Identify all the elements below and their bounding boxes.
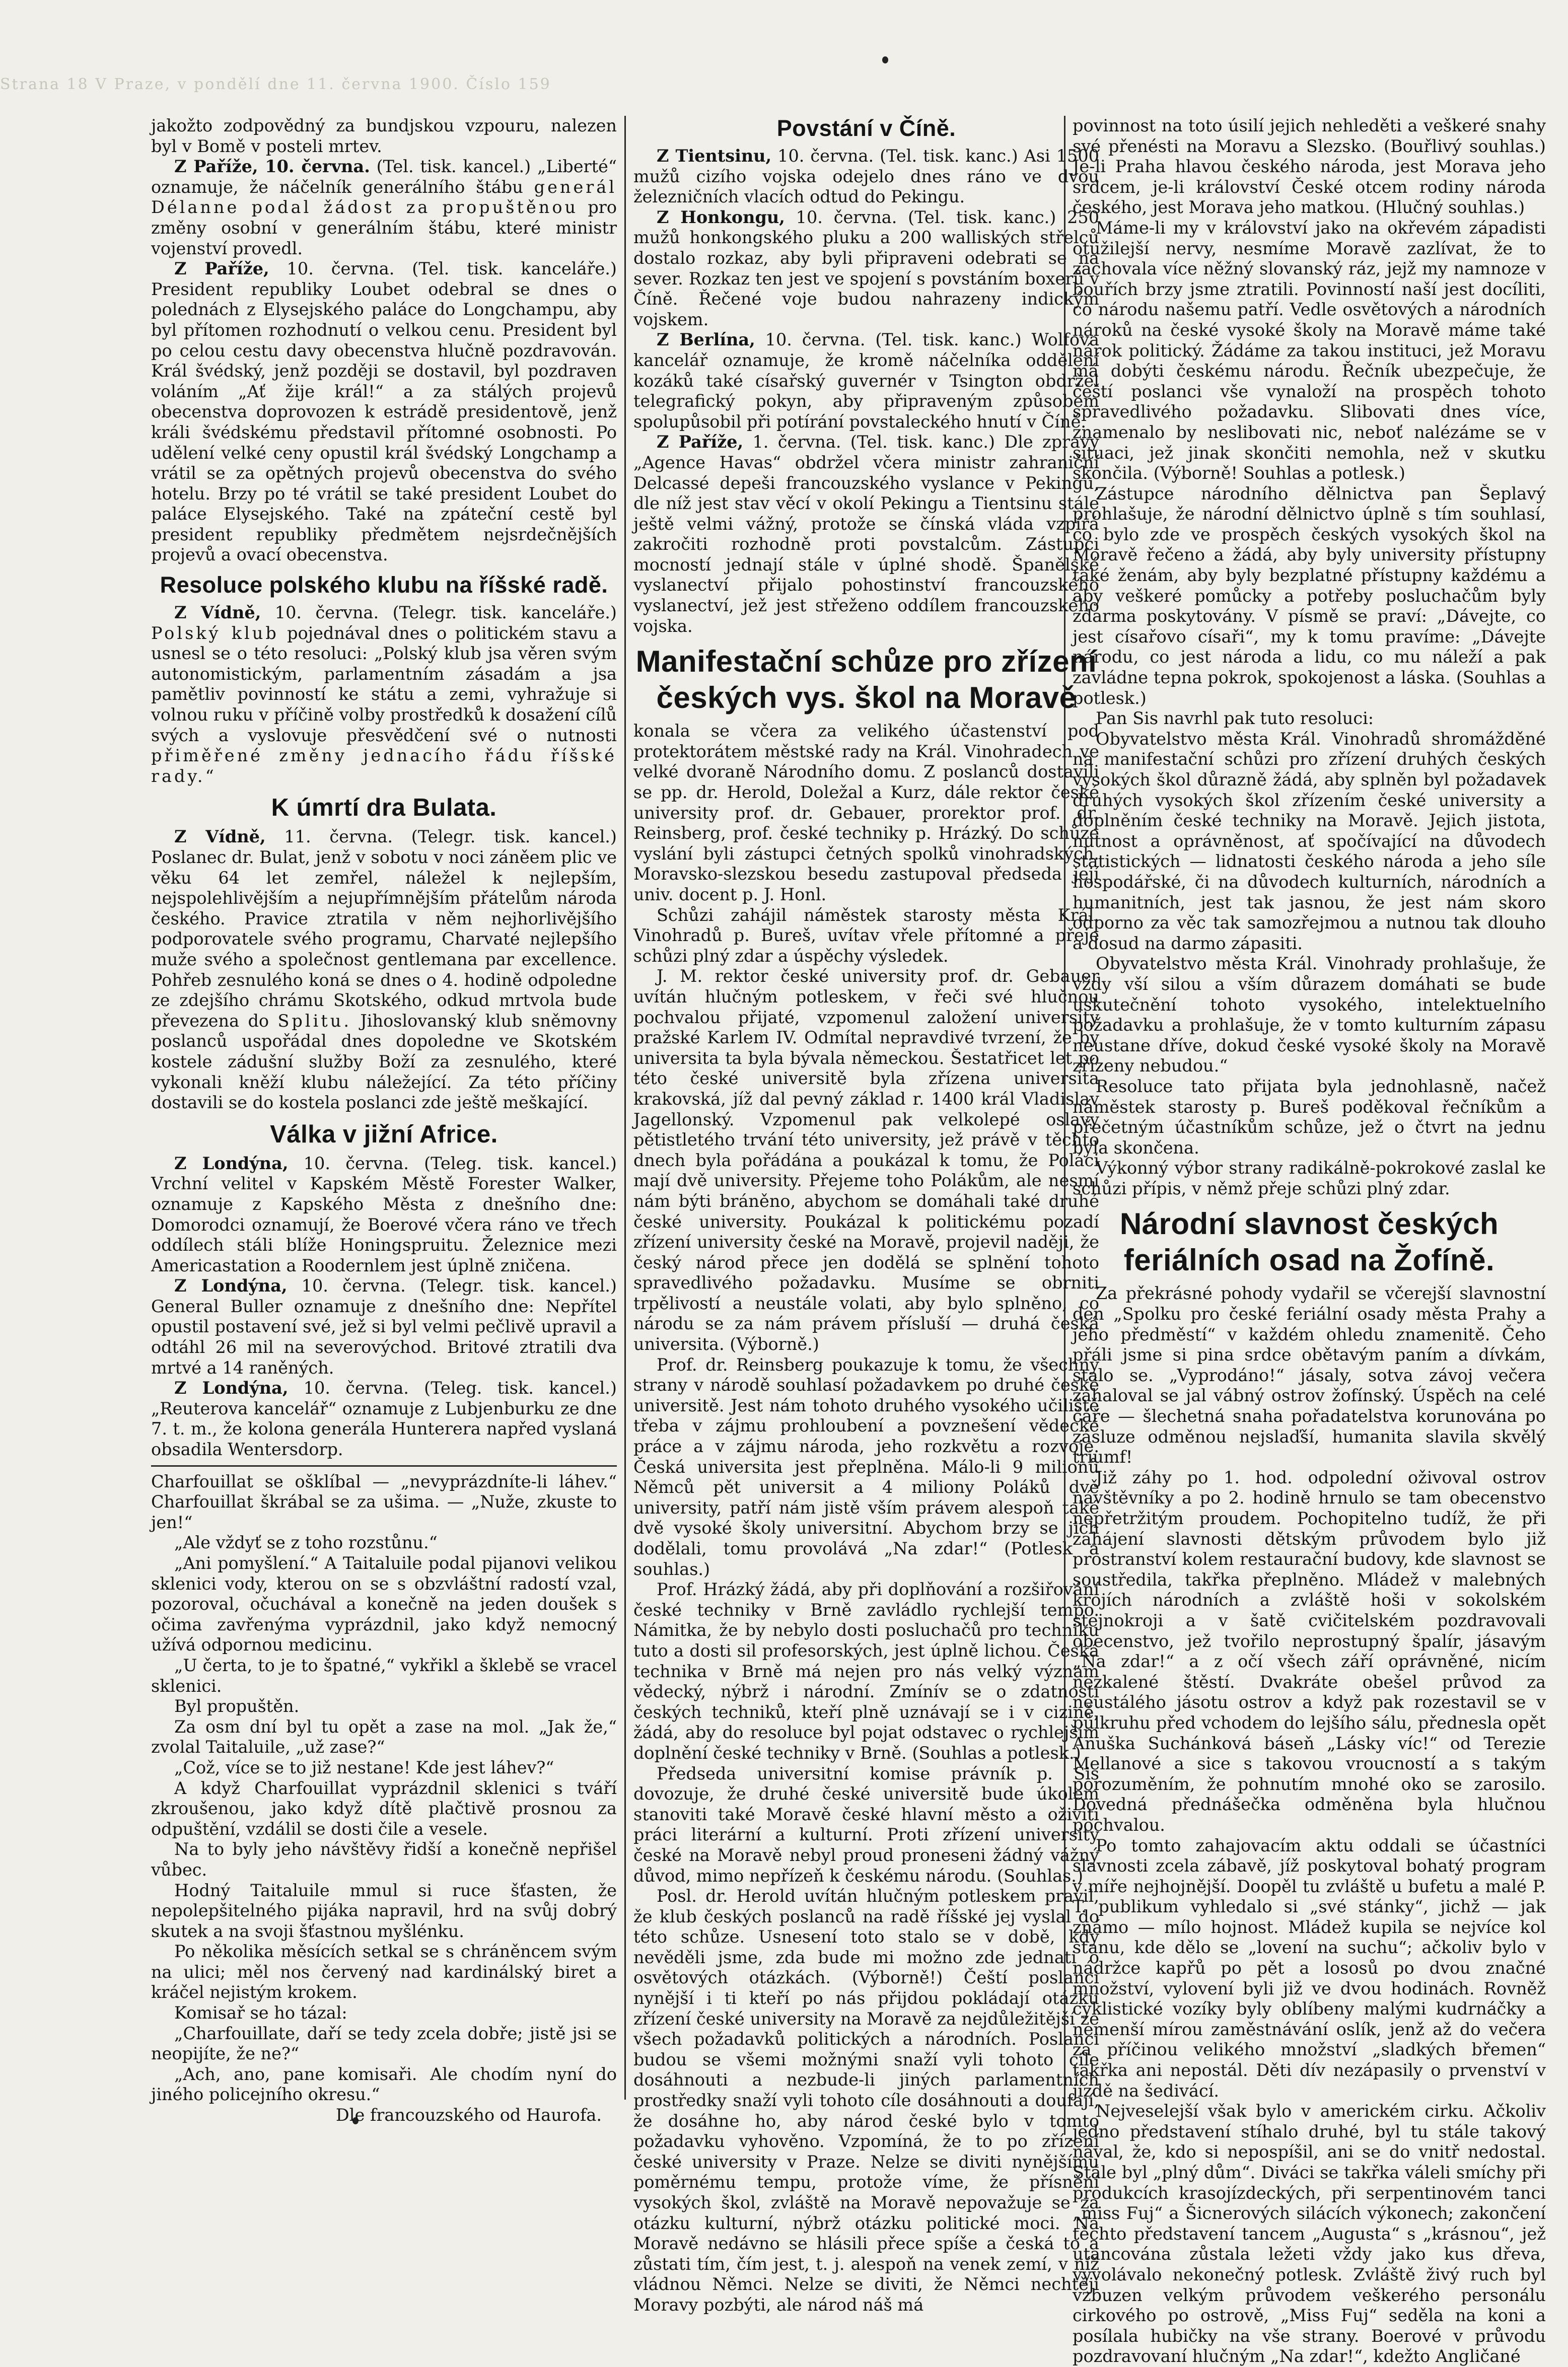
- news-item-tientsin: [633, 146, 1099, 207]
- spaced-text: generál Délanne podal žádost za propuštěnou: [151, 177, 617, 218]
- news-item-vienna-1: [151, 603, 617, 786]
- resolution-text: Obyvatelstvo města Král. Vinohradů shromážděné na manifestační schůzi pro zřízení druhých českých vysokých škol důrazně žádá, aby splněn byl požadavek druhých vysokých škol zřízením české university a doplněním české techniky na Moravě. Jejich jistota, nutnost a oprávněnost, ať spočívající na důvodech statistických — lidnatosti českého národa a jeho síle hospodářské, či na důvodech kulturních, národních a humanitních, jest tak jasnou, že jest nám skoro odporno za věc tak samozřejmou a nutnou tak dlouho a dosud na darmo zápasiti.: [1073, 729, 1546, 953]
- feuilleton-text: A když Charfouillat vyprázdnil sklenici s tváří zkroušenou, jako když dítě plačtivě prosnou za odpuštění, vzdálil se dosti čile a vesele.: [151, 1778, 617, 1839]
- article-text: (Tel. tisk. kancel.) „Liberté“ oznamuje, že náčelník generálního štábu: [151, 157, 617, 197]
- article-text: povinnost na toto úsilí jejich nehleděti a veškeré snahy své přenésti na Moravu a Slezsko. (Bouřlivý souhlas.) Je-li Praha hlavou českého národa, jest Morava jeho srdcem, je-li království České otcem rodiny národa českého, jest Morava jeho matkou. (Hlučný souhlas.): [1073, 116, 1546, 218]
- article-text: Zástupce národního dělnictva pan Šeplavý prohlašuje, že národní dělnictvo úplně s tím souhlasí, co bylo zde ve prospěch českých vysokých škol na Moravě řečeno a žádá, aby byly university přístupny také ženám, aby byly bezplatné přístupny každému a aby veškeré pomůcky a potřeby posluchačům byly zdarma poskytovány. V písmě se praví: „Dávejte, co jest císařovo císaři“, my k tomu pravíme: „Dávejte národu, co jest národa a lidu, co mu náleží a pak zavládne tepna pokrok, spokojenost a láska. (Souhlas a potlesk.): [1073, 483, 1546, 708]
- feuilleton-text: Po několika měsících setkal se s chráněncem svým na ulici; měl nos červený nad kardinálský biret a kráčel nejistým krokem.: [151, 1942, 617, 2002]
- article-text: pro změny osobní v generálním štábu, které ministr vojenství provedl.: [151, 197, 617, 258]
- article-text: 10. června. (Tel. tisk. kanceláře.) President republiky Loubet odebral se dnes o polednách z Elysejského paláce do Longchampu, aby byl přítomen rozhodnutí o velkou cenu. President byl po celou cestu davy obecenstva hlučně pozdravován. Král švédský, jenž později se dostavil, byl pozdraven voláním „Ať žije král!“ a za stálých projevů obecenstva doprovozen k estrádě presidentově, jenž králi švédskému představil přítomné osobnosti. Po udělení velké ceny opustil král švédský Longchamp a vrátil se za opětných projevů obecenstva do svého hotelu. Brzy po té vrátil se také president Loubet do paláce Elysejského. Také na zpáteční cestě byl president republiky předmětem nejsrdečnějších projevů a ovací obecenstva.: [151, 259, 617, 565]
- article-text: jakožto zodpovědný za bundjskou vzpouru, nalezen byl v Bomě v posteli mrtev.: [151, 116, 617, 156]
- bleed-through-header: Strana 18 V Praze, v pondělí dne 11. června 1900. Číslo 159: [0, 76, 551, 93]
- article-text: Máme-li my v království jako na okřevém západisti otužilejší nervy, nesmíme Moravě zazlívat, že to zachovala více něžný slovanský ráz, jejž my namnoze v bouřích brzy jsme ztratili. Povinností naší jest docíliti, co národu našemu patří. Vedle osvětových a národních nároků na české vysoké školy na Moravě máme také nárok politický. Žádáme za takou instituci, jež Moravu má dobýti českému národu. Řečník ubezpečuje, že čeští poslanci vše vynaloží na prospěch tohoto spravedlivého požadavku. Slibovati dnes více, znamenalo by neslibovati nic, neboť nalézáme se v situaci, jež jinak skončiti nemohla, než v skutku skončila. (Výborně! Souhlas a potlesk.): [1073, 218, 1546, 483]
- news-item-paris-1: [151, 157, 617, 259]
- column-rule-left: [624, 116, 626, 2100]
- article-text: Prof. Hrázký žádá, aby při doplňování a rozšiřování české techniky v Brně zavládlo rychlejší tempo. Námitka, že by nebylo dosti posluchačů pro techniku tuto a dosti sil profesorských, jest úplně lichou. Česká technika v Brně má nejen pro nás velký význam vědecký, nýbrž i národní. Zmínív se o zdatnosti českých techniků, kteří plně uznávají se i v cizině, žádá, aby do resoluce byl pojat odstavec o rychlejším doplnění české techniky v Brně. (Souhlas a potlesk.): [633, 1580, 1099, 1763]
- dateline: Z Paříže,: [174, 259, 269, 279]
- article-text: pojednával dnes o politickém stavu a usnesl se o této resoluci: „Polský klub jsa věren svým autonomistickým, parlamentním zásadám a jsa pamětliv povinností ke státu a zemi, vyhražuje si volnou ruku v příčině volby prostředků k dosažení cílů svých a vyslovuje přesvědčení své o nutnosti: [151, 623, 617, 745]
- article-text: Jihoslovanský klub sněmovny poslanců uspořádal dnes dopoledne ve Skotském kostele zádušní služby Boží za zesnulého, které vykonali kněží klubu náležející. Za této příčiny dostavili se do kostela poslanci zde ještě meškající.: [151, 1011, 617, 1113]
- dateline: Z Paříže,: [657, 432, 744, 452]
- dateline: Z Paříže, 10. června.: [174, 157, 370, 177]
- article-text: 10. června. (Telegr. tisk. kancel.) General Buller oznamuje z dnešního dne: Nepřítel opustil postavení své, jež si byl velmi pečlivě upravil a odtáhl 26 mil na severovýchod. Britové ztratili dva mrtvé a 14 raněných.: [151, 1276, 617, 1378]
- article-text: Pan Sis navrhl pak tuto resoluci:: [1096, 708, 1374, 729]
- feuilleton-rule: [151, 1465, 617, 1467]
- dateline: Z Honkongu,: [657, 207, 785, 227]
- feuilleton-text: Byl propuštěn.: [174, 1696, 300, 1716]
- spaced-text: Polský klub: [151, 623, 279, 643]
- headline-south-africa: Válka v jižní Africe.: [270, 1120, 498, 1148]
- feuilleton-text: Komisař se ho tázal:: [174, 2003, 347, 2023]
- feuilleton-signature: Dle francouzského od Haurofa.: [335, 2105, 602, 2125]
- article-text: 10. června. (Teleg. tisk. kancel.) „Reuterova kancelář“ oznamuje z Lubjenburku ze dne 7. t. m., že kolona generála Hunterera napřed vyslaná obsadila Wentersdorp.: [151, 1378, 617, 1460]
- column-3: [1073, 116, 1546, 2366]
- feuilleton-text: Za osm dní byl tu opět a zase na mol. „Jak že,“ zvolal Taitaluile, „už zase?“: [151, 1716, 617, 1757]
- headline-polish-club: Resoluce polského klubu na říšské radě.: [160, 572, 608, 598]
- news-item-hongkong: [633, 207, 1099, 330]
- dateline: Z Londýna,: [174, 1276, 288, 1296]
- column-1: [151, 116, 617, 2180]
- article-text: 10. června. (Tel. tisk. kanc.) Wolfova kancelář oznamuje, že kromě náčelníka oddělení kozáků také císařský guvernér v Tsington obdržel telegrafický pokyn, aby připraveným způsobem spolupůsobil při potírání povstaleckého hnutí v Číně.: [633, 330, 1100, 432]
- article-text: Resoluce tato přijata byla jednohlasně, načež náměstek starosty p. Bureš poděkoval řečníkům a přečetným účastníkům schůze, jež o čtvrt na jednu byla skončena.: [1073, 1076, 1546, 1158]
- print-dot-top: [882, 56, 888, 63]
- article-text: Prof. dr. Reinsberg poukazuje k tomu, že všechny strany v národě souhlasí požadavkem po druhé české universitě. Jest nám tohoto druhého vysokého učiliště třeba v zájmu prohloubení a povznešení vědecké práce a v zájmu národa, jeho rozkvětu a rozvoje. Česká universita jest přeplněna. Málo-li 9 milionů Němců pět universit a 4 miliony Poláků dvě university, patří nám jistě vším právem alespoň také dvě vysoké školy universitní. Abychom brzy se jich dodělali, tomu provolává „Na zdar!“ (Potlesk a souhlas.): [633, 1354, 1099, 1579]
- feuilleton-text: „Ani pomyšlení.“ A Taitaluile podal pijanovi velikou sklenici vody, kterou on se s obzvláštní radostí vzal, pozoroval, očuchával a konečně na jeden doušek s očima zavřenýma vyprázdnil, jako když nemocný užívá odpornou medicinu.: [151, 1553, 617, 1655]
- feuilleton-text: „U čerta, to je to špatné,“ vykřikl a šklebě se vracel sklenici.: [151, 1655, 617, 1696]
- news-item-london-3: [151, 1378, 617, 1460]
- headline-china: Povstání v Číně.: [776, 115, 956, 141]
- spaced-text: Splitu.: [277, 1011, 351, 1031]
- feuilleton-text: Na to byly jeho návštěvy řidší a konečně nepřišel vůbec.: [151, 1839, 617, 1880]
- article-text: Nejveselejší však bylo v americkém cirku. Ačkoliv jedno představení stíhalo druhé, byl tu stále takový nával, že, kdo si nepospíšil, ani se do vnitř nedostal. Stále byl „plný dům“. Diváci se takřka váleli smíchy při produkcích krasojízdeckých, při serpentinovém tanci „miss Fuj“ a Šicnerových silácích výkonech; zakončení těchto představení tancem „Augusta“ s „krásnou“, jež utancována zůstala ležeti vždy jako kus dřeva, vyvolávalo nekonečný potlesk. Zvláště živý ruch byl vzbuzen velkým průvodem veškerého personálu cirkového po ostrově, „Miss Fuj“ seděla na koni a posílala hubičky na vše strany. Boerové v průvodu pozdravovaní hlučným „Na zdar!“, kdežto Angličané: [1073, 2101, 1546, 2366]
- headline-national-celebration: Národní slavnost českých feriálních osad na Žofíně.: [1119, 1207, 1499, 1277]
- headline-manifestation: Manifestační schůze pro zřízení českých vys. škol na Moravě: [635, 644, 1097, 715]
- article-text: Předseda universitní komise právník p. Sis dovozuje, že druhé české universitě bude úkolem stanoviti také Moravě české hlavní město a oživiti práci literární a kulturní. Proti zřízení university české na Moravě nebyl proud proneseni žádný vážný důvod, mimo nepřízeň k českému národu. (Souhlas.): [633, 1763, 1099, 1886]
- article-text: Po tomto zahajovacím aktu oddali se účastníci slavnosti zcela zábavě, jíž poskytoval bohatý program v míře nejhojnější. Doopěl tu zvláště u bufetu a malé P. T. publikum vyhledalo si „své stánky“, jichž — jak známo — mílo hojnost. Mládež kupila se nejvíce kol stanu, kde dělo se „lovení na suchu“; ačkoliv bylo v nádržce kapřů po pět a lososů po dvou značné množství, vylovení byli již ve dvou hodinách. Rovněž cyklistické vozíky byly oblíbeny malými kudrnáčky a nemenší mírou zaměstnávání oslík, jenž až do večera za příčinou velikého množství „sladkých břemen“ takřka ani nepostál. Děti dív nezápasily o prvenství v jízdě na šedivácí.: [1073, 1835, 1546, 2101]
- dateline: Z Vídně,: [174, 603, 261, 623]
- news-item-london-1: [151, 1154, 617, 1276]
- dateline: Z Berlína,: [657, 330, 755, 350]
- article-text: 1. června. (Tel. tisk. kanc.) Dle zprávy „Agence Havas“ obdržel včera ministr zahraniční Delcassé depeši francouzského vyslance v Pekingu, dle níž jest stav věcí v okolí Pekingu a Tientsinu stále ještě velmi vážný, protože se čínská vláda vzpírá zakročiti rozhodně proti povstalcům. Zástupci mocností jednají stále v úplné shodě. Španělské vyslanectví přijalo pohostinství francouzského vyslanectví, jež jest střeženo oddílem francouzského vojska.: [633, 432, 1099, 636]
- article-text: 10. června. (Telegr. tisk. kanceláře.): [261, 603, 617, 623]
- dateline: Z Vídně,: [174, 827, 266, 847]
- article-text: 10. června. (Teleg. tisk. kancel.) Vrchní velitel v Kapském Městě Forester Walker, oznamuje z Kapského Města z dnešního dne: Domorodci oznamují, že Boerové včera ráno ve třech oddílech stáli blíže Honingspruitu. Železnice mezi Americastation a Roodernlem jest úplně zničena.: [151, 1153, 617, 1275]
- column-2: [633, 115, 1100, 2315]
- news-item-london-2: [151, 1276, 617, 1378]
- news-item-berlin: [633, 330, 1099, 432]
- news-item-paris-2: [151, 259, 617, 565]
- article-text: Schůzi zahájil náměstek starosty města Král. Vinohradů p. Bureš, uvítav vřele přítomné a přeje schůzi plný zdar a úspěchy výsledek.: [633, 905, 1099, 966]
- article-text: 10. června. (Tel. tisk. kanc.) Asi 1500 mužů cizího vojska odejelo dnes ráno ve dvou železničních vlacích odtud do Pekingu.: [633, 146, 1099, 207]
- dateline: Z Tientsinu,: [657, 146, 772, 166]
- feuilleton-text: „Ach, ano, pane komisaři. Ale chodím nyní do jiného policejního okresu.“: [151, 2064, 617, 2105]
- feuilleton-text: „Charfouillate, daří se tedy zcela dobře; jistě jsi se neopijíte, že ne?“: [151, 2023, 617, 2064]
- news-item-paris-3: [633, 432, 1099, 636]
- article-text: 10. června. (Tel. tisk. kanc.) 250 mužů honkongského pluku a 200 walliských střelců dostalo rozkaz, aby byli připraveni odebrati se na sever. Rozkaz ten jest ve spojení s povstáním boxerů v Číně. Řečené voje budou nahrazeny indickým vojskem.: [633, 207, 1100, 329]
- resolution-text: Obyvatelstvo města Král. Vinohrady prohlašuje, že vždy vší silou a vším důrazem domáhati se bude uskutečnění tohoto vysokého, intelektuelního požadavku a prohlašuje, že v tomto kulturním zápasu neustane dříve, dokud české vysoké školy na Moravě zřízeny nebudou.“: [1073, 954, 1546, 1076]
- article-text: J. M. rektor české university prof. dr. Gebauer uvítán hlučným potleskem, v řeči své hlučnou pochvalou přijaté, vzpomenul založení university pražské Karlem IV. Odmítal nepravdivé tvrzení, že by universita ta byla bývala německou. Šestatřicet let po této české universitě byla zřízena universita krakovská, jíž dal pevný základ r. 1400 král Vladislav Jagellonský. Vzpomenul pak velkolepé oslavy pětistletého trvání této university, jež právě v těchto dnech byla pořádána a poukázal k tomu, že Poláci mají dvě university. Přejeme toho Polákům, ale nesmí nám býti bráněno, abychom se domáhali také druhé české university. Poukázal k politickému pozadí zřízení university české na Moravě, projevil naději, že český národ přece jen dodělá se splnění tohoto spravedlivého požadavku. Musíme se obrniti trpělivostí a neustále volati, aby bylo splněno, co národu se za nám právem přísluší — druhá česká universita. (Výborně.): [633, 966, 1099, 1354]
- feuilleton-text: „Což, více se to již nestane! Kde jest láhev?“: [174, 1757, 554, 1777]
- feuilleton-text: „Ale vždyť se z toho rozstůnu.“: [174, 1533, 438, 1553]
- headline-bulat: K úmrtí dra Bulata.: [271, 794, 497, 822]
- dateline: Z Londýna,: [174, 1378, 289, 1398]
- article-text: Výkonný výbor strany radikálně-pokrokové zaslal ke schůzi přípis, v němž přeje schůzi plný zdar.: [1073, 1158, 1546, 1198]
- article-text: Posl. dr. Herold uvítán hlučným potleskem pravil, že klub českých poslanců na radě říšské jej vyslal do této schůze. Usnesení toto stalo se v době, kdy nevěděli jsme, zda bude mi možno zde jednati o osvětových otázkách. (Výborně!) Čeští poslanci nynější i ti kteří po nás přijdou pokládají otázku zřízení české university na Moravě za nejdůležitější ze všech požadavků politických a národních. Poslanci budou se všemi možnými snaží vyli tohoto cíle dosáhnouti a nezbude-li jiných parlamentních prostředky snaží vyli tohoto cíle dosáhnouti a doufají, že dosáhne ho, aby národ české bylo v tomto požadavku vyhověno. Vzpomíná, že to po zřízení české university v Praze. Nelze se diviti nynějšímu poměrnému tempu, protože víme, že přísnění vysokých škol, zvláště na Moravě nepovažuje se za otázku kulturní, nýbrž otázku politické moci. Na Moravě nedávno se hlásili přece spíše a česká to a zůstati tím, čím jest, t. j. alespoň na venek zemí, v níž vládnou Němci. Nelze se diviti, že Němci nechtějí Moravy pozbýti, ale národ náš má: [633, 1886, 1099, 2315]
- dateline: Z Londýna,: [174, 1153, 289, 1173]
- news-item-vienna-2: [151, 827, 617, 1113]
- article-text: 11. června. (Telegr. tisk. kancel.) Poslanec dr. Bulat, jenž v sobotu v noci záněem plic ve věku 64 let zemřel, náležel k nejlepším, nejspolehlivějším a nejupřímnějším přátelům národa českého. Pravice ztratila v něm nejhorlivějšího podporovatele svého programu, Charvaté nejlepšího muže svého a společnost gentlemana par excellence. Pohřeb zesnulého koná se dnes o 4. hodině odpoledne ze zdejšího chrámu Skotského, odkud mrtvola bude převezena do: [151, 827, 617, 1031]
- article-text: “: [205, 766, 214, 786]
- feuilleton-text: Hodný Taitaluile mmul si ruce šťasten, že nepolepšitelného pijáka napravil, hrd na svůj dobrý skutek a na svoji šťastnou myšlénku.: [151, 1880, 617, 1941]
- feuilleton-text: Charfouillat se ošklíbal — „nevyprázdníte-li láhev.“ Charfouillat škrábal se za ušima. — „Nuže, zkuste to jen!“: [151, 1471, 617, 1532]
- article-text: konala se včera za velikého účastenství pod protektorátem městské rady na Král. Vinohradech ve velké dvoraně Národního domu. Z poslanců dostavili se pp. dr. Herold, Doležal a Kurz, dále rektor české university prof. dr. Gebauer, prorektor prof. dr. Reinsberg, prof. české techniky p. Hrázký. Do schůze vyslání byli zástupci četných spolků vinohradských. Moravsko-slezskou besedu zastupoval předseda její univ. docent p. J. Honl.: [633, 721, 1099, 904]
- spaced-text: přiměřené změny jednacího řádu říšské rady.: [151, 746, 617, 786]
- article-text: Již záhy po 1. hod. odpolední oživoval ostrov návštěvníky a po 2. hodině hrnulo se tam obecenstvo nepřetržitým proudem. Pochopitelno tudíž, že při zahájení slavnosti dětským průvodem bylo již prostranství kolem restaurační budovy, kde slavnost se soustředila, takřka přeplněno. Mládež v malebných krojích národních a zvláště hoši v sokolském stejnokroji a v šatě cvičitelském pozdravovali obecenstvo, jež tvořilo neprostupný špalír, jásavým „Na zdar!“ a z očí všech září oprávněné, nicím nezkalené štěstí. Dvakráte obešel průvod za neustálého jásotu ostrov a když pak rozestavil se v půlkruhu před vchodem do lejšího sálu, přednesla opět Anuška Suchánková báseň „Lásky víc!“ od Terezie Mellanové a sice s takovou vroucností a s takým porozuměním, že pohnutím mnohé oko se zarosilo. Dovedná přednášečka odměněna byla hlučnou pochvalou.: [1073, 1467, 1546, 1835]
- article-text: Za překrásné pohody vydařil se včerejší slavnostní den „Spolku pro české feriální osady města Prahy a jeho předměstí“ v každém ohledu znamenitě. Čeho přáli jsme si pina srdce obětavým paním a dívkám, stalo se. „Vyprodáno!“ jásaly, sotva závoj večera zahaloval se jal vábný ostrov žofínský. Úspěch na celé čáře — šlechetná snaha pořadatelstva korunována po zásluze odměnou nejslaďší, humanita slavila skvělý triumf!: [1073, 1283, 1546, 1467]
